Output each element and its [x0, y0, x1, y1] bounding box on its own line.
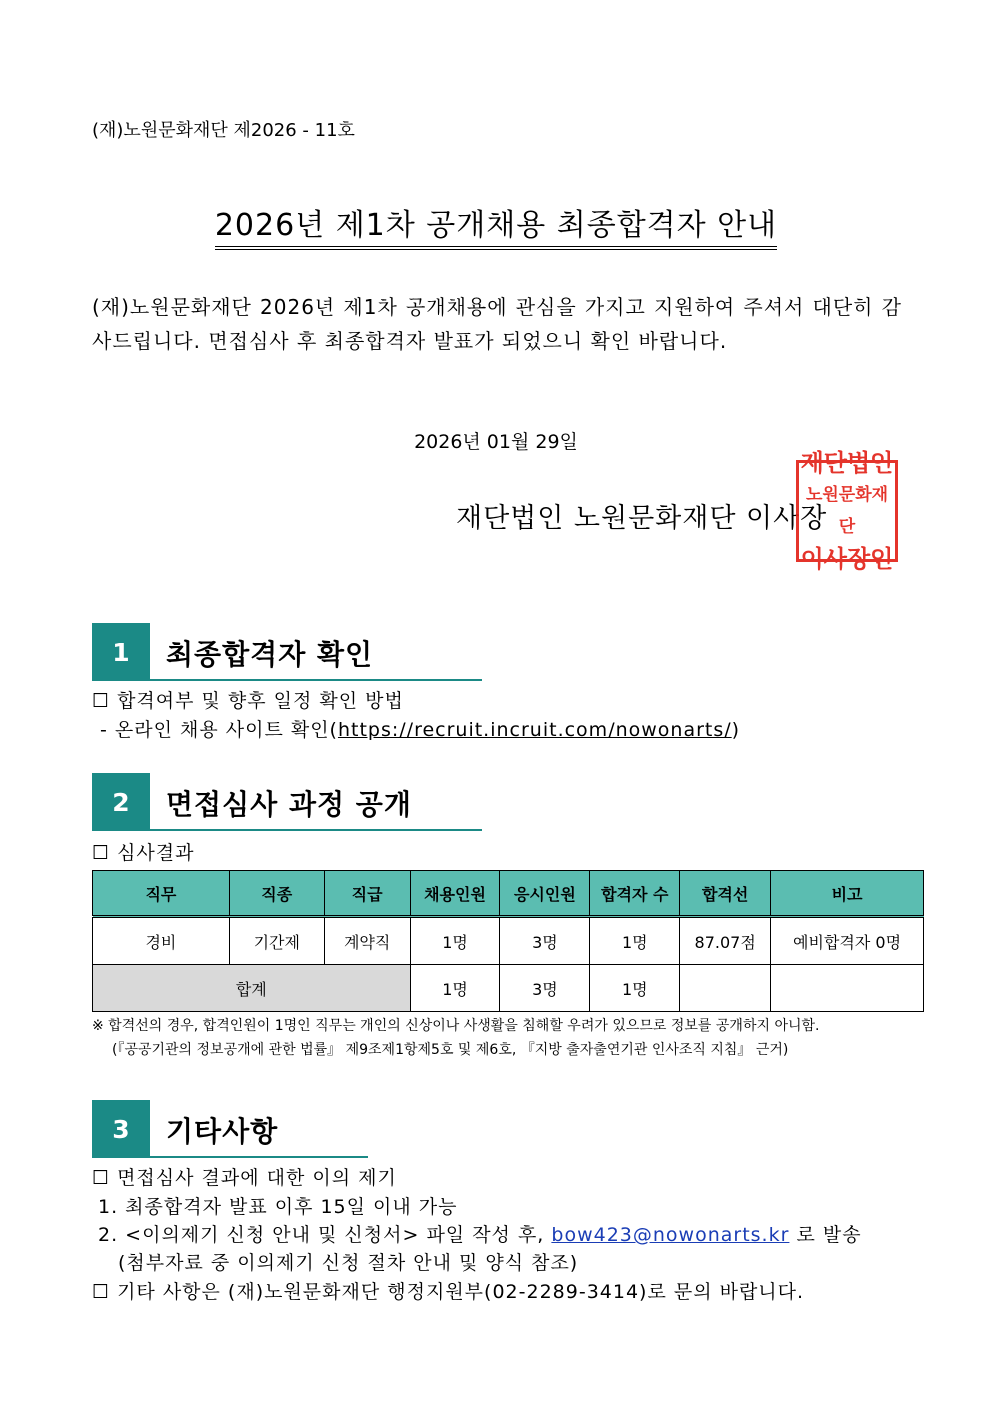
- column-header: 직종: [229, 871, 324, 917]
- procedure-note: (첨부자료 중 이의제기 신청 절차 안내 및 양식 참조): [118, 1252, 579, 1274]
- table-cell: 계약직: [324, 917, 410, 965]
- page-title: 2026년 제1차 공개채용 최종합격자 안내: [215, 200, 777, 250]
- section-title: 면접심사 과정 공개: [166, 788, 412, 821]
- section-number: 2: [92, 773, 150, 831]
- table-cell: 87.07점: [680, 917, 771, 965]
- checklist-item: ☐ 심사결과: [92, 842, 195, 864]
- section-1-header: [92, 623, 482, 681]
- intro-paragraph: (재)노원문화재단 2026년 제1차 공개채용에 관심을 가지고 지원하여 주셔서 대단히 감사드립니다. 면접심사 후 최종합격자 발표가 되었으니 확인 바랍니다.: [92, 295, 902, 353]
- checklist-item: ☐ 면접심사 결과에 대한 이의 제기: [92, 1167, 397, 1189]
- checklist-item: ☐ 기타 사항은 (재)노원문화재단 행정지원부(02-2289-3414)로 문의 바랍니다.: [92, 1281, 805, 1303]
- recruit-site-line: [100, 715, 740, 742]
- table-cell: 1명: [590, 917, 680, 965]
- announcement-date: 2026년 01월 29일: [414, 431, 578, 453]
- table-header-row: [93, 871, 924, 917]
- table-cell: [680, 965, 771, 1012]
- section-underline: [150, 1156, 368, 1158]
- organization-name: 재단법인 노원문화재단 이사장: [456, 503, 828, 534]
- procedure-step-prefix: 2. <이의제기 신청 안내 및 신청서> 파일 작성 후,: [98, 1224, 552, 1246]
- column-header: 채용인원: [410, 871, 500, 917]
- recruit-site-prefix: - 온라인 채용 사이트 확인(: [100, 719, 338, 741]
- table-cell: 3명: [500, 965, 590, 1012]
- table-cell: 예비합격자 0명: [771, 917, 924, 965]
- column-header: 합격선: [680, 871, 771, 917]
- title-container: [0, 200, 992, 250]
- procedure-step-suffix: 로 발송: [789, 1224, 862, 1246]
- procedure-step: 1. 최종합격자 발표 이후 15일 이내 가능: [98, 1196, 458, 1218]
- table-note-legal-basis: (『공공기관의 정보공개에 관한 법률』 제9조제1항제5호 및 제6호, 『지방 출자출연기관 인사조직 지침』 근거): [112, 1042, 789, 1058]
- column-header: 직무: [93, 871, 230, 917]
- procedure-step: [98, 1220, 862, 1247]
- column-header: 합격자 수: [590, 871, 680, 917]
- seal-line: 재단법인: [800, 449, 894, 477]
- seal-line: 이사장인: [800, 545, 894, 573]
- document-number: (재)노원문화재단 제2026 - 11호: [92, 120, 355, 141]
- table-note: ※ 합격선의 경우, 합격인원이 1명인 직무는 개인의 신상이나 사생활을 침해할 우려가 있으므로 정보를 공개하지 아니함.: [92, 1018, 820, 1034]
- section-underline: [150, 829, 482, 831]
- recruit-site-link[interactable]: https://recruit.incruit.com/nowonarts/: [337, 719, 732, 741]
- column-header: 비고: [771, 871, 924, 917]
- section-underline: [150, 679, 482, 681]
- checklist-item: ☐ 합격여부 및 향후 일정 확인 방법: [92, 690, 404, 712]
- section-3-header: [92, 1100, 372, 1158]
- table-cell: 경비: [93, 917, 230, 965]
- section-title: 기타사항: [166, 1115, 279, 1148]
- table-cell: 1명: [410, 917, 500, 965]
- table-cell: 1명: [590, 965, 680, 1012]
- table-cell: 3명: [500, 917, 590, 965]
- total-label-cell: 합계: [93, 965, 411, 1012]
- table-total-row: [93, 965, 924, 1012]
- section-title: 최종합격자 확인: [166, 638, 374, 671]
- official-seal-stamp: [796, 449, 898, 573]
- table-row: [93, 917, 924, 965]
- section-2-header: [92, 773, 482, 831]
- column-header: 응시인원: [500, 871, 590, 917]
- table-cell: 기간제: [229, 917, 324, 965]
- seal-line: 노원문화재단: [805, 485, 889, 537]
- contact-email-link[interactable]: bow423@nowonarts.kr: [551, 1224, 790, 1246]
- section-number: 3: [92, 1100, 150, 1158]
- section-number: 1: [92, 623, 150, 681]
- recruit-site-suffix: ): [731, 719, 741, 741]
- table-cell: [771, 965, 924, 1012]
- results-table: [92, 870, 924, 1012]
- table-cell: 1명: [410, 965, 500, 1012]
- column-header: 직급: [324, 871, 410, 917]
